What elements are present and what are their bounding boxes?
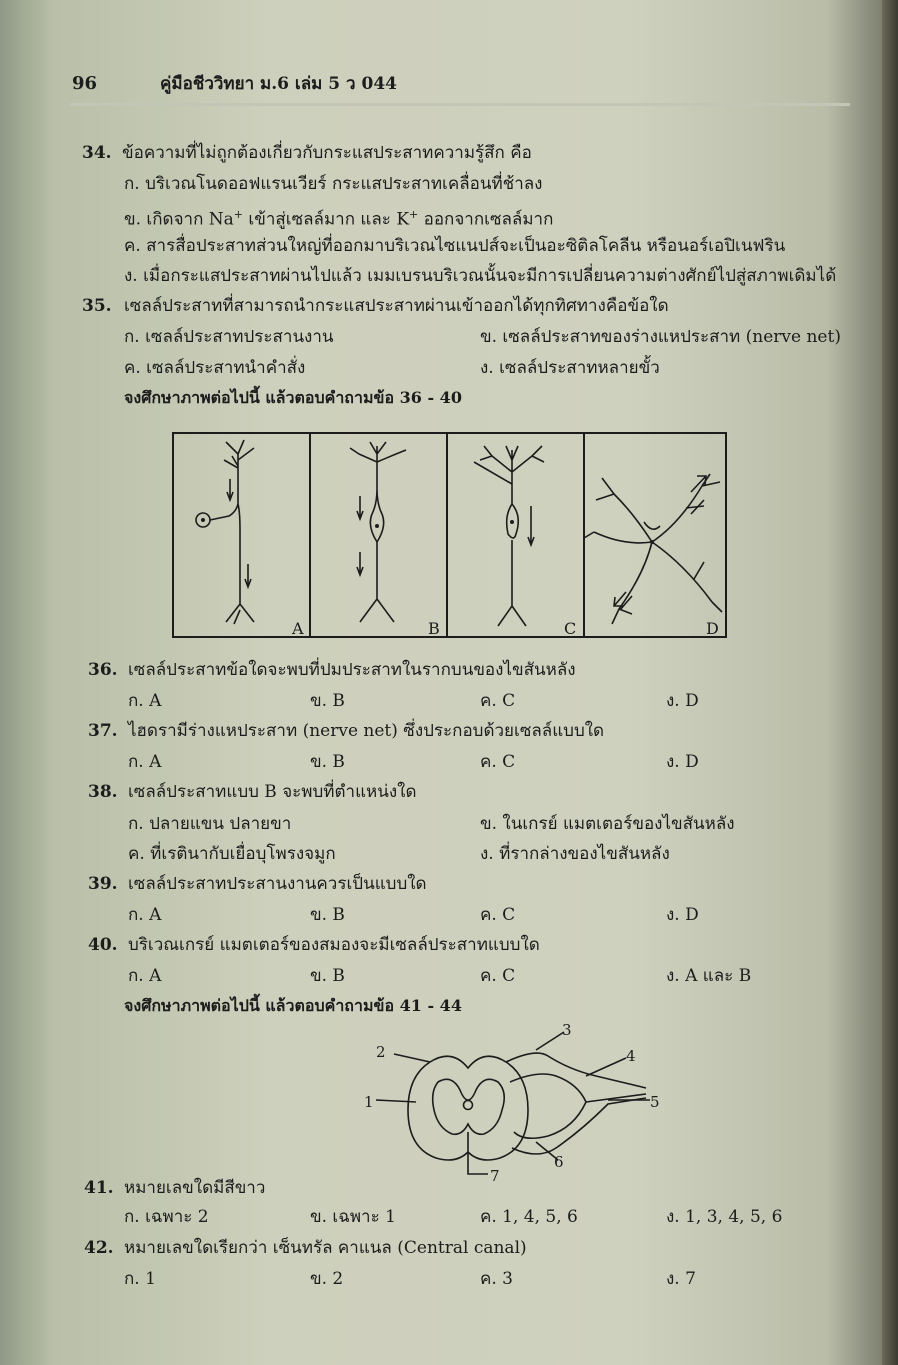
q38-option-a: ก. ปลายแขน ปลายขา bbox=[128, 814, 292, 834]
q34-option-d: ง. เมื่อกระแสประสาทผ่านไปแล้ว เมมเบรนบริเวณนั้นจะมีการเปลี่ยนความต่างศักย์ไปสู่สภาพเดิมได้ bbox=[124, 266, 837, 286]
q34-option-a: ก. บริเวณโนดออฟแรนเวียร์ กระแสประสาทเคลื่อนที่ช้าลง bbox=[124, 174, 543, 194]
q38-option-b: ข. ในเกรย์ แมตเตอร์ของไขสันหลัง bbox=[480, 814, 735, 834]
q39-option: ก. A bbox=[128, 905, 162, 925]
spinal-cord-figure bbox=[360, 1020, 670, 1194]
q41-text: หมายเลขใดมีสีขาว bbox=[124, 1178, 266, 1198]
fig2-label-2: 2 bbox=[376, 1043, 386, 1061]
q35-option-d: ง. เซลล์ประสาทหลายขั้ว bbox=[480, 358, 660, 378]
q40-option: ค. C bbox=[480, 966, 516, 986]
page-number: 96 bbox=[72, 73, 98, 94]
q34-option-b: ข. เกิดจาก Na+ เข้าสู่เซลล์มาก และ K+ ออกจากเซลล์มาก bbox=[124, 208, 554, 230]
q39-option: ง. D bbox=[666, 905, 699, 925]
q35-option-a: ก. เซลล์ประสาทประสานงาน bbox=[124, 327, 334, 347]
q37-text: ไฮดรามีร่างแหประสาท (nerve net) ซึ่งประกอบด้วยเซลล์แบบใด bbox=[128, 721, 605, 741]
q40-text: บริเวณเกรย์ แมตเตอร์ของสมองจะมีเซลล์ประสาทแบบใด bbox=[128, 935, 540, 955]
q37-option: ข. B bbox=[310, 752, 345, 772]
q40-number: 40. bbox=[88, 935, 118, 955]
header-divider bbox=[70, 103, 850, 106]
instruction-36-40: จงศึกษาภาพต่อไปนี้ แล้วตอบคำถามข้อ 36 - 40 bbox=[124, 388, 462, 407]
q37-number: 37. bbox=[88, 721, 118, 741]
q39-option: ค. C bbox=[480, 905, 516, 925]
neuron-types-figure bbox=[172, 432, 727, 638]
q35-option-c: ค. เซลล์ประสาทนำคำสั่ง bbox=[124, 358, 306, 378]
q41-option: ค. 1, 4, 5, 6 bbox=[480, 1207, 578, 1227]
instruction-41-44: จงศึกษาภาพต่อไปนี้ แล้วตอบคำถามข้อ 41 - 44 bbox=[124, 996, 462, 1015]
panel-label-b: B bbox=[428, 619, 440, 638]
q35-text: เซลล์ประสาทที่สามารถนำกระแสประสาทผ่านเข้าออกได้ทุกทิศทางคือข้อใด bbox=[124, 296, 669, 316]
q40-option: ง. A และ B bbox=[666, 966, 752, 986]
q36-number: 36. bbox=[88, 660, 118, 680]
q36-option: ก. A bbox=[128, 691, 162, 711]
q42-option: ค. 3 bbox=[480, 1269, 513, 1289]
q38-number: 38. bbox=[88, 782, 118, 802]
q36-option: ข. B bbox=[310, 691, 345, 711]
q37-option: ค. C bbox=[480, 752, 516, 772]
neuron-c-drawing bbox=[474, 446, 544, 626]
q42-option: ก. 1 bbox=[124, 1269, 156, 1289]
q36-option: ง. D bbox=[666, 691, 699, 711]
neuron-b-drawing bbox=[350, 442, 406, 622]
q42-option: ง. 7 bbox=[666, 1269, 696, 1289]
spinal-cord-drawing bbox=[360, 1020, 670, 1190]
q42-text: หมายเลขใดเรียกว่า เซ็นทรัล คาแนล (Central canal) bbox=[124, 1238, 527, 1258]
fig2-label-1: 1 bbox=[364, 1093, 374, 1111]
panel-label-a: A bbox=[292, 619, 304, 638]
q36-option: ค. C bbox=[480, 691, 516, 711]
q42-option: ข. 2 bbox=[310, 1269, 344, 1289]
panel-label-c: C bbox=[564, 619, 577, 638]
q42-number: 42. bbox=[84, 1238, 114, 1258]
fig2-label-7: 7 bbox=[490, 1167, 500, 1185]
q41-number: 41. bbox=[84, 1178, 114, 1198]
book-spine-edge bbox=[882, 0, 898, 1365]
q34-number: 34. bbox=[82, 143, 112, 163]
q38-text: เซลล์ประสาทแบบ B จะพบที่ตำแหน่งใด bbox=[128, 782, 417, 802]
q41-option: ก. เฉพาะ 2 bbox=[124, 1207, 209, 1227]
q38-option-c: ค. ที่เรตินากับเยื่อบุโพรงจมูก bbox=[128, 844, 336, 864]
q38-option-d: ง. ที่รากล่างของไขสันหลัง bbox=[480, 844, 670, 864]
q40-option: ก. A bbox=[128, 966, 162, 986]
fig2-label-5: 5 bbox=[650, 1093, 660, 1111]
q39-option: ข. B bbox=[310, 905, 345, 925]
fig2-label-3: 3 bbox=[562, 1021, 572, 1039]
q34-text: ข้อความที่ไม่ถูกต้องเกี่ยวกับกระแสประสาทความรู้สึก คือ bbox=[122, 143, 532, 163]
q41-option: ข. เฉพาะ 1 bbox=[310, 1207, 396, 1227]
q39-number: 39. bbox=[88, 874, 118, 894]
fig2-label-4: 4 bbox=[626, 1047, 636, 1065]
q40-option: ข. B bbox=[310, 966, 345, 986]
q34-option-c: ค. สารสื่อประสาทส่วนใหญ่ที่ออกมาบริเวณไซแนปส์จะเป็นอะซิติลโคลีน หรือนอร์เอปิเนฟริน bbox=[124, 236, 786, 256]
neuron-a-drawing bbox=[196, 440, 254, 624]
q39-text: เซลล์ประสาทประสานงานควรเป็นแบบใด bbox=[128, 874, 427, 894]
fig2-label-6: 6 bbox=[554, 1153, 564, 1171]
book-title: คู่มือชีววิทยา ม.6 เล่ม 5 ว 044 bbox=[160, 74, 397, 94]
q41-option: ง. 1, 3, 4, 5, 6 bbox=[666, 1207, 783, 1227]
neuron-d-drawing bbox=[584, 474, 722, 624]
q37-option: ก. A bbox=[128, 752, 162, 772]
q35-number: 35. bbox=[82, 296, 112, 316]
q36-text: เซลล์ประสาทข้อใดจะพบที่ปมประสาทในรากบนของไขสันหลัง bbox=[128, 660, 576, 680]
q37-option: ง. D bbox=[666, 752, 699, 772]
panel-label-d: D bbox=[706, 619, 719, 638]
q35-option-b: ข. เซลล์ประสาทของร่างแหประสาท (nerve net) bbox=[480, 327, 841, 347]
